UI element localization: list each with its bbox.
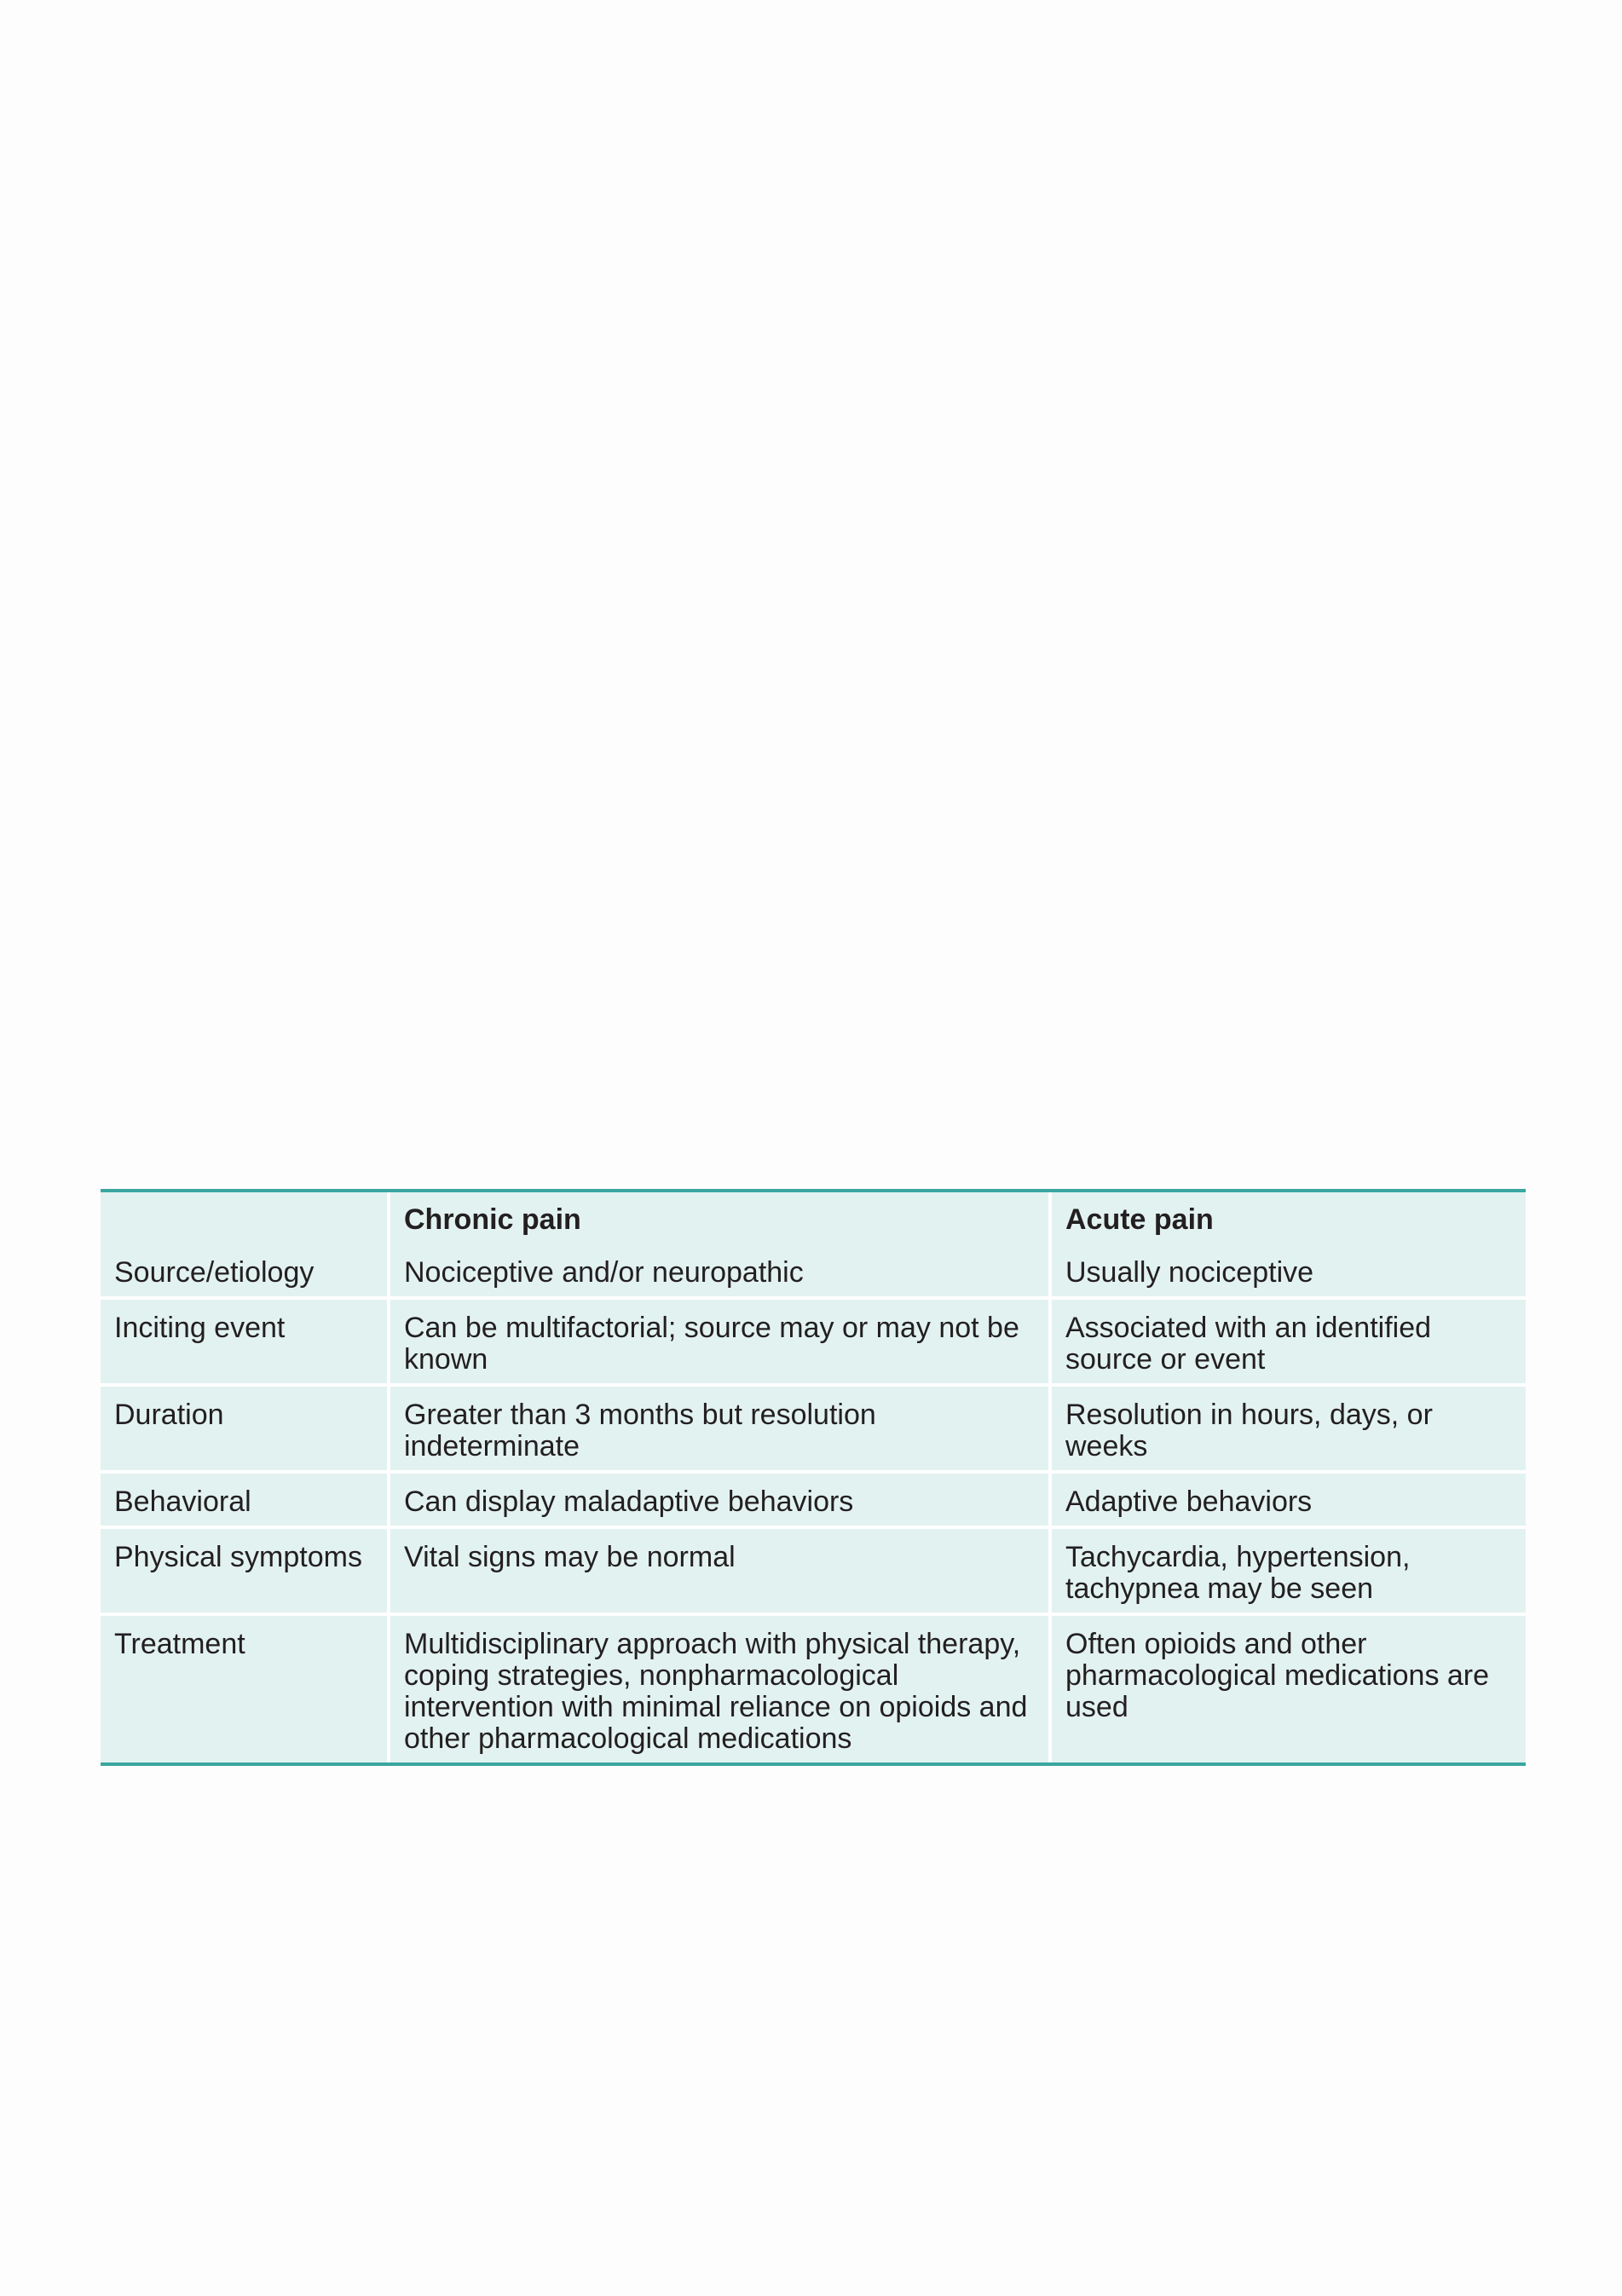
acute-cell: Often opioids and other pharmacological medications are used	[1050, 1614, 1526, 1762]
row-label: Source/etiology	[114, 1256, 315, 1289]
pain-comparison-table	[101, 1192, 1526, 1762]
acute-cell: Tachycardia, hypertension, tachypnea may be seen	[1050, 1527, 1526, 1614]
acute-cell: Adaptive behaviors	[1050, 1472, 1526, 1527]
row-label: Physical symptoms	[101, 1527, 389, 1614]
chronic-cell: Can be multifactorial; source may or may not be known	[389, 1298, 1050, 1385]
chronic-cell: Vital signs may be normal	[389, 1527, 1050, 1614]
row-label: Duration	[101, 1385, 389, 1472]
acute-cell: Resolution in hours, days, or weeks	[1050, 1385, 1526, 1472]
comparison-table-container	[101, 1189, 1526, 1766]
header-acute-pain: Acute pain	[1050, 1192, 1526, 1244]
table-row	[101, 1527, 1526, 1614]
header-cell-blank	[101, 1192, 389, 1244]
table-header-row	[101, 1192, 1526, 1244]
row-label: Treatment	[101, 1614, 389, 1762]
acute-cell: Usually nociceptive	[1050, 1244, 1526, 1298]
chronic-cell: Can display maladaptive behaviors	[389, 1472, 1050, 1527]
table-row	[101, 1472, 1526, 1527]
chronic-cell: Multidisciplinary approach with physical therapy, coping strategies, nonpharmacological intervention with minimal reliance on opioids and other pharmacological medications	[389, 1614, 1050, 1762]
header-chronic-pain: Chronic pain	[389, 1192, 1050, 1244]
table-row	[101, 1614, 1526, 1762]
acute-cell: Associated with an identified source or event	[1050, 1298, 1526, 1385]
row-label: Behavioral	[101, 1472, 389, 1527]
table-row	[101, 1298, 1526, 1385]
chronic-cell: Nociceptive and/or neuropathic	[389, 1244, 1050, 1298]
table-row	[101, 1244, 1526, 1298]
chronic-cell: Greater than 3 months but resolution indeterminate	[389, 1385, 1050, 1472]
table-row	[101, 1385, 1526, 1472]
row-label: Inciting event	[101, 1298, 389, 1385]
